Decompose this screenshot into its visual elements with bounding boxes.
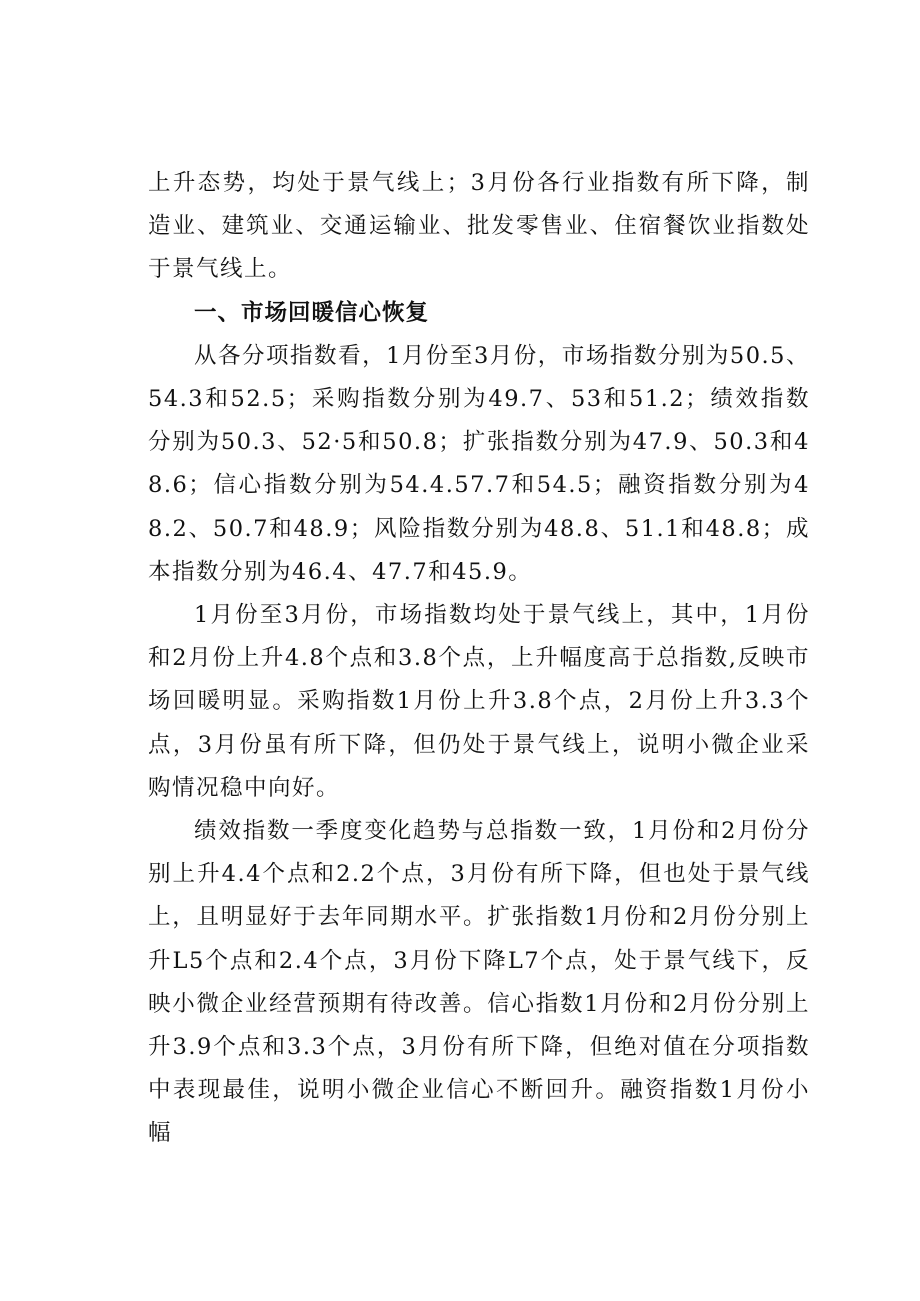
paragraph-continued: 上升态势，均处于景气线上；3月份各行业指数有所下降，制造业、建筑业、交通运输业、批发零售业、住宿餐饮业指数处于景气线上。 [148, 170, 810, 283]
paragraph-subindices: 从各分项指数看，1月份至3月份，市场指数分别为50.5、54.3和52.5；采购指数分别为49.7、53和51.2；绩效指数分别为50.3、52·5和50.8；扩张指数分别为47.9、50.3和48.6；信心指数分别为54.4.57.7和54.5；融资指数分别为48.2、50.7和48.9；风险指数分别为48.8、51.1和48.8；成本指数分别为46.4、47.7和45.9。 [148, 342, 810, 585]
section-heading: 一、市场回暖信心恢复 [194, 299, 430, 326]
paragraph-performance: 绩效指数一季度变化趋势与总指数一致，1月份和2月份分别上升4.4个点和2.2个点，3月份有所下降，但也处于景气线上，且明显好于去年同期水平。扩张指数1月份和2月份分别上升L5个点和2.4个点，3月份下降L7个点，处于景气线下，反映小微企业经营预期有待改善。信心指数1月份和2月份分别上升3.9个点和3.3个点，3月份有所下降，但绝对值在分项指数中表现最佳，说明小微企业信心不断回升。融资指数1月份小幅 [148, 818, 810, 1147]
paragraph-market: 1月份至3月份，市场指数均处于景气线上，其中，1月份和2月份上升4.8个点和3.8个点，上升幅度高于总指数,反映市场回暖明显。采购指数1月份上升3.8个点，2月份上升3.3个点，3月份虽有所下降，但仍处于景气线上，说明小微企业采购情况稳中向好。 [148, 602, 810, 801]
document-body [148, 162, 810, 1156]
